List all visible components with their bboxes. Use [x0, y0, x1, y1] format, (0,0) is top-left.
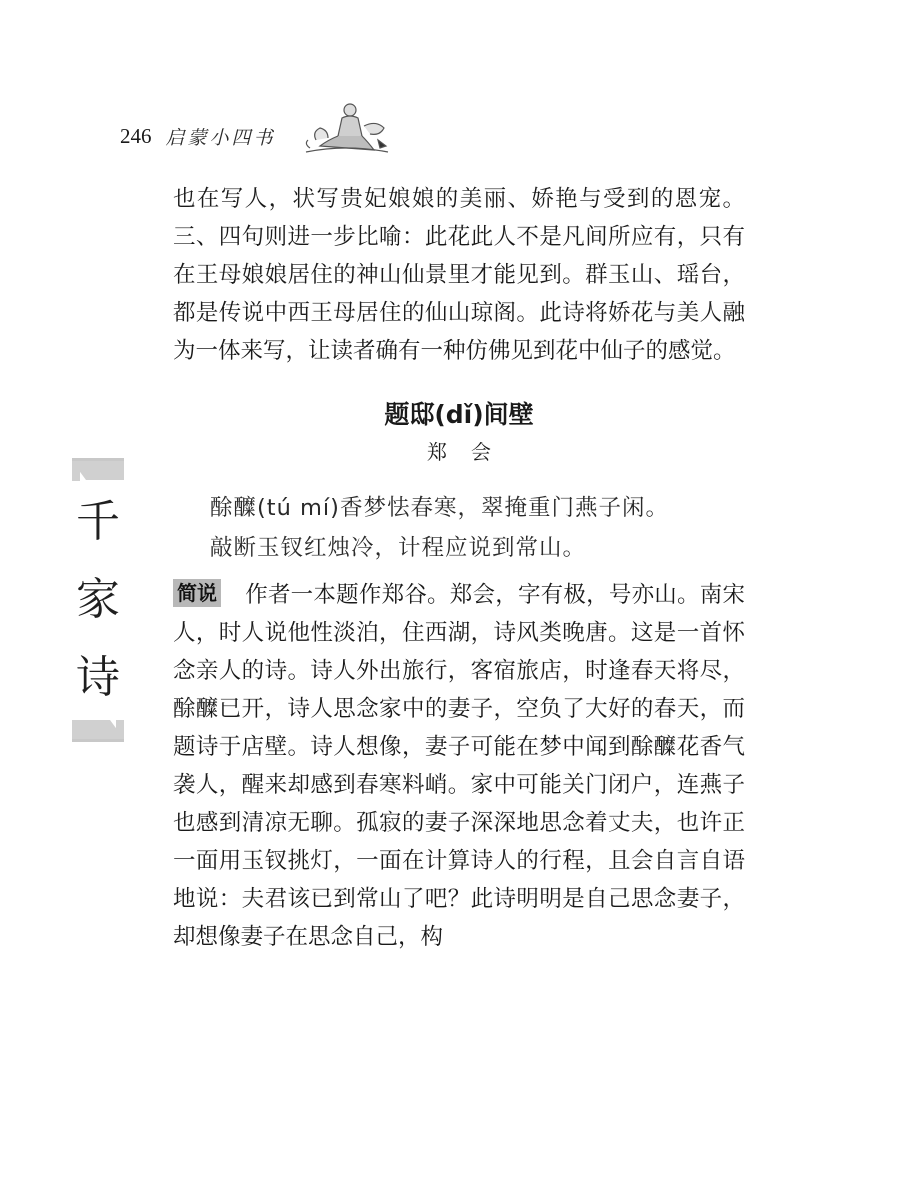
side-section-tab [72, 458, 124, 768]
page-number: 246 [120, 123, 152, 148]
intro-paragraph: 也在写人，状写贵妃娘娘的美丽、娇艳与受到的恩宠。三、四句则进一步比喻：此花此人不是凡间所应有，只有在王母娘娘居住的神山仙景里才能见到。群玉山、瑶台，都是传说中西王母居住的仙山琼阁。此诗将娇花与美人融为一体来写，让读者确有一种仿佛见到花中仙子的感觉。 [173, 186, 745, 364]
poem-author: 郑会 [427, 440, 515, 464]
poem-title: 题邸(dǐ)间壁 [384, 400, 534, 429]
tab-char: 千 [76, 496, 120, 547]
book-title: 启蒙小四书 [165, 126, 276, 149]
page-header [120, 118, 276, 154]
poem-body [173, 488, 745, 568]
commentary-badge: 简说 [173, 579, 221, 607]
commentary-paragraph [173, 576, 745, 956]
page-content [173, 180, 745, 956]
tab-bottom-bracket [72, 718, 124, 742]
header-illustration [298, 96, 394, 160]
poem-line: 敲断玉钗红烛冷，计程应说到常山。 [210, 535, 587, 561]
poem-line: 酴醾(tú mí)香梦怯春寒，翠掩重门燕子闲。 [210, 495, 669, 521]
tab-char: 家 [76, 574, 120, 625]
tab-top-bracket [72, 458, 124, 482]
tab-char: 诗 [76, 652, 120, 703]
commentary-text: 作者一本题作郑谷。郑会，字有极，号亦山。南宋人，时人说他性淡泊，住西湖，诗风类晚唐。这是一首怀念亲人的诗。诗人外出旅行，客宿旅店，时逢春天将尽，酴醾已开，诗人思念家中的妻子，空负了大好的春天，而题诗于店壁。诗人想像，妻子可能在梦中闻到酴醾花香气袭人，醒来却感到春寒料峭。家中可能关门闭户，连燕子也感到清凉无聊。孤寂的妻子深深地思念着丈夫，也许正一面用玉钗挑灯，一面在计算诗人的行程，且会自言自语地说：夫君该已到常山了吧？此诗明明是自己思念妻子，却想像妻子在思念自己，构 [173, 582, 745, 950]
